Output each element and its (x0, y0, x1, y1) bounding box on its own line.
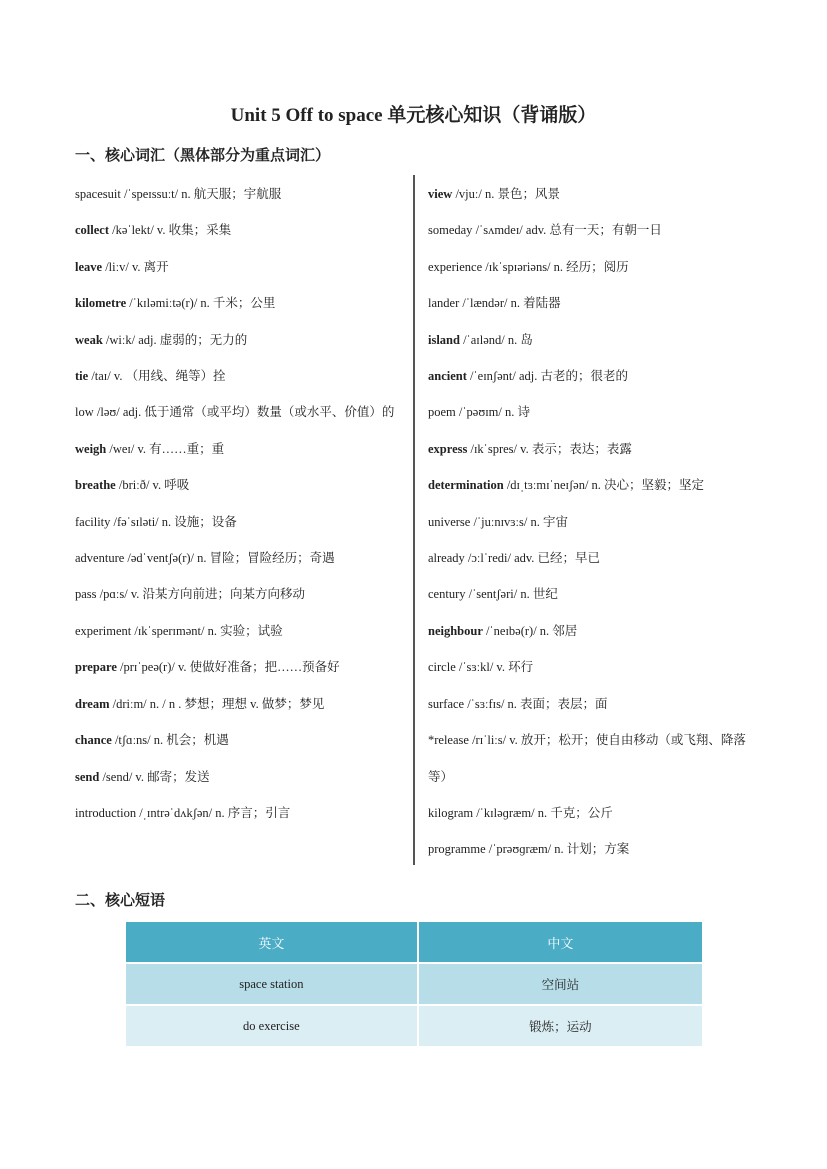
vocab-entry (428, 722, 758, 795)
phrase-chinese: 空间站 (418, 963, 702, 1005)
vocab-definition: /send/ v. 邮寄；发送 (99, 769, 210, 784)
vocab-definition: /ˈsɜːkl/ v. 环行 (455, 660, 534, 675)
vocab-definition: /ˈsʌmdeɪ/ adv. 总有一天；有朝一日 (472, 223, 662, 238)
vocab-definition: /ˈspeɪssuːt/ n. 航天服；宇航服 (120, 187, 282, 201)
vocab-word: surface (428, 696, 465, 711)
vocab-entry (75, 358, 405, 394)
vocab-definition: /ˈsɜːfɪs/ n. 表面；表层；面 (464, 696, 608, 711)
vocab-entry (428, 831, 758, 867)
vocab-entry (428, 285, 758, 321)
vocab-word: facility (75, 514, 111, 529)
vocab-word: kilogram (428, 805, 474, 820)
vocab-definition: /ɪkˈspres/ v. 表示；表达；表露 (467, 441, 632, 456)
phrase-english: space station (126, 963, 418, 1005)
vocab-word: prepare (75, 660, 117, 675)
vocab-word: breathe (75, 478, 116, 493)
vocab-word: pass (75, 587, 97, 602)
vocab-entry (75, 285, 405, 321)
vocab-definition: /ɔːlˈredi/ adv. 已经；早已 (464, 551, 601, 566)
vocab-word: already (428, 551, 465, 566)
vocab-definition: /ˈeɪnʃənt/ adj. 古老的；很老的 (466, 369, 628, 384)
phrase-chinese: 锻炼；运动 (418, 1005, 702, 1046)
vocab-entry (75, 322, 405, 358)
vocab-word: programme (428, 842, 486, 857)
vocab-entry (428, 249, 758, 285)
vocab-word: express (428, 441, 468, 456)
vocab-word: chance (75, 733, 112, 748)
vocab-definition: /kəˈlekt/ v. 收集；采集 (109, 223, 232, 238)
vocab-word: universe (428, 514, 471, 529)
vocab-entry (428, 431, 758, 467)
vocab-entry (75, 540, 405, 576)
vocab-word: leave (75, 259, 103, 274)
vocab-definition: /vjuː/ n. 景色；风景 (452, 187, 560, 201)
vocab-entry (428, 358, 758, 394)
vocab-definition: /liːv/ v. 离开 (102, 259, 169, 274)
vocab-entry (428, 576, 758, 612)
vocab-word: view (428, 187, 453, 201)
vocab-definition: /fəˈsɪləti/ n. 设施；设备 (110, 514, 237, 529)
vocab-definition: /ˌɪntrəˈdʌkʃən/ n. 序言；引言 (136, 805, 291, 820)
section-heading-phrases: 二、核心短语 (75, 891, 166, 909)
vocab-word: weak (75, 332, 103, 347)
vocab-definition: /tʃɑːns/ n. 机会；机遇 (111, 733, 229, 748)
header-chinese: 中文 (418, 922, 702, 963)
column-divider (413, 175, 415, 865)
vocab-word: neighbour (428, 623, 483, 638)
vocab-entry (75, 722, 405, 758)
vocab-definition: /weɪ/ v. 有……重；重 (106, 441, 225, 456)
vocab-definition: /ˈkɪləmiːtə(r)/ n. 千米；公里 (126, 296, 276, 311)
vocab-word: tie (75, 369, 89, 384)
vocab-entry (428, 504, 758, 540)
table-row (126, 1005, 702, 1046)
vocab-definition: /prɪˈpeə(r)/ v. 使做好准备；把……预备好 (116, 660, 340, 675)
vocab-word: circle (428, 660, 456, 675)
vocab-entry (428, 322, 758, 358)
vocab-word: weigh (75, 441, 107, 456)
phrase-english: do exercise (126, 1005, 418, 1046)
vocab-entry (75, 613, 405, 649)
vocab-word: collect (75, 223, 110, 238)
vocab-entry (428, 795, 758, 831)
vocab-entry (75, 176, 405, 212)
vocab-word: send (75, 769, 100, 784)
vocab-entry (428, 686, 758, 722)
vocab-definition: /ədˈventʃə(r)/ n. 冒险；冒险经历；奇遇 (124, 551, 335, 566)
vocab-word: poem (428, 405, 456, 420)
vocab-word: spacesuit (75, 187, 121, 201)
vocab-entry (75, 576, 405, 612)
vocab-definition: /ləʊ/ adj. 低于通常（或平均）数量（或水平、价值）的 (93, 405, 395, 420)
vocab-entry (428, 649, 758, 685)
vocab-definition: /ˈneɪbə(r)/ n. 邻居 (482, 623, 578, 638)
vocab-definition: /ɪkˈspɪəriəns/ n. 经历；阅历 (482, 259, 629, 274)
vocab-word: ancient (428, 369, 467, 384)
vocab-word: introduction (75, 805, 137, 820)
page-title: Unit 5 Off to space 单元核心知识（背诵版） (230, 105, 597, 126)
vocab-entry (75, 249, 405, 285)
vocab-entry (75, 431, 405, 467)
section-heading-vocabulary: 一、核心词汇（黑体部分为重点词汇） (75, 146, 331, 164)
vocab-entry (75, 686, 405, 722)
vocab-definition: /ˈjuːnɪvɜːs/ n. 宇宙 (470, 514, 568, 529)
vocab-word: century (428, 587, 466, 602)
vocab-definition: /ɪkˈsperɪmənt/ n. 实验；试验 (131, 623, 283, 638)
vocab-word: adventure (75, 551, 125, 566)
table-header-row (126, 922, 702, 963)
header-english: 英文 (126, 922, 418, 963)
vocab-definition: /briːð/ v. 呼吸 (115, 478, 190, 493)
vocab-entry (75, 504, 405, 540)
vocab-entry (75, 649, 405, 685)
vocab-word: island (428, 332, 460, 347)
vocab-entry (75, 759, 405, 795)
vocab-word: someday (428, 223, 473, 238)
table-row (126, 963, 702, 1005)
vocab-word: experiment (75, 623, 132, 638)
vocab-entry (428, 176, 758, 212)
vocab-entry (428, 467, 758, 503)
vocab-definition: /ˈsentʃəri/ n. 世纪 (465, 587, 558, 602)
vocab-entry (75, 394, 405, 430)
phrase-table (126, 922, 702, 1046)
vocab-definition: /dɪˌtɜːmɪˈneɪʃən/ n. 决心；坚毅；坚定 (503, 478, 705, 493)
vocab-definition: /taɪ/ v. （用线、绳等）拴 (88, 369, 226, 384)
vocab-entry (428, 394, 758, 430)
vocab-definition: /ˈkɪləɡræm/ n. 千克；公斤 (473, 805, 613, 820)
vocab-word: *release (428, 733, 469, 748)
vocab-word: experience (428, 259, 483, 274)
vocab-definition: /wiːk/ adj. 虚弱的；无力的 (102, 332, 248, 347)
vocab-definition: /ˈprəʊɡræm/ n. 计划；方案 (485, 842, 630, 857)
vocabulary-column-right (428, 176, 758, 868)
vocab-entry (75, 212, 405, 248)
vocab-entry (428, 212, 758, 248)
vocab-entry (428, 613, 758, 649)
vocab-entry (75, 795, 405, 831)
vocab-entry (75, 467, 405, 503)
vocab-entry (428, 540, 758, 576)
vocab-definition: /ˈlændər/ n. 着陆器 (459, 296, 561, 311)
vocab-definition: /rɪˈliːs/ v. 放开；松开；使自由移动（或飞翔、降落等） (428, 733, 746, 784)
vocab-word: kilometre (75, 296, 127, 311)
vocab-word: low (75, 405, 94, 420)
vocab-definition: /driːm/ n. / n . 梦想；理想 v. 做梦；梦见 (109, 696, 325, 711)
vocabulary-column-left (75, 176, 405, 831)
vocab-word: dream (75, 696, 110, 711)
vocab-word: determination (428, 478, 504, 493)
vocab-definition: /pɑːs/ v. 沿某方向前进；向某方向移动 (96, 587, 306, 602)
vocab-definition: /ˈpəʊɪm/ n. 诗 (455, 405, 530, 420)
vocab-word: lander (428, 296, 460, 311)
vocab-definition: /ˈaɪlənd/ n. 岛 (459, 332, 533, 347)
